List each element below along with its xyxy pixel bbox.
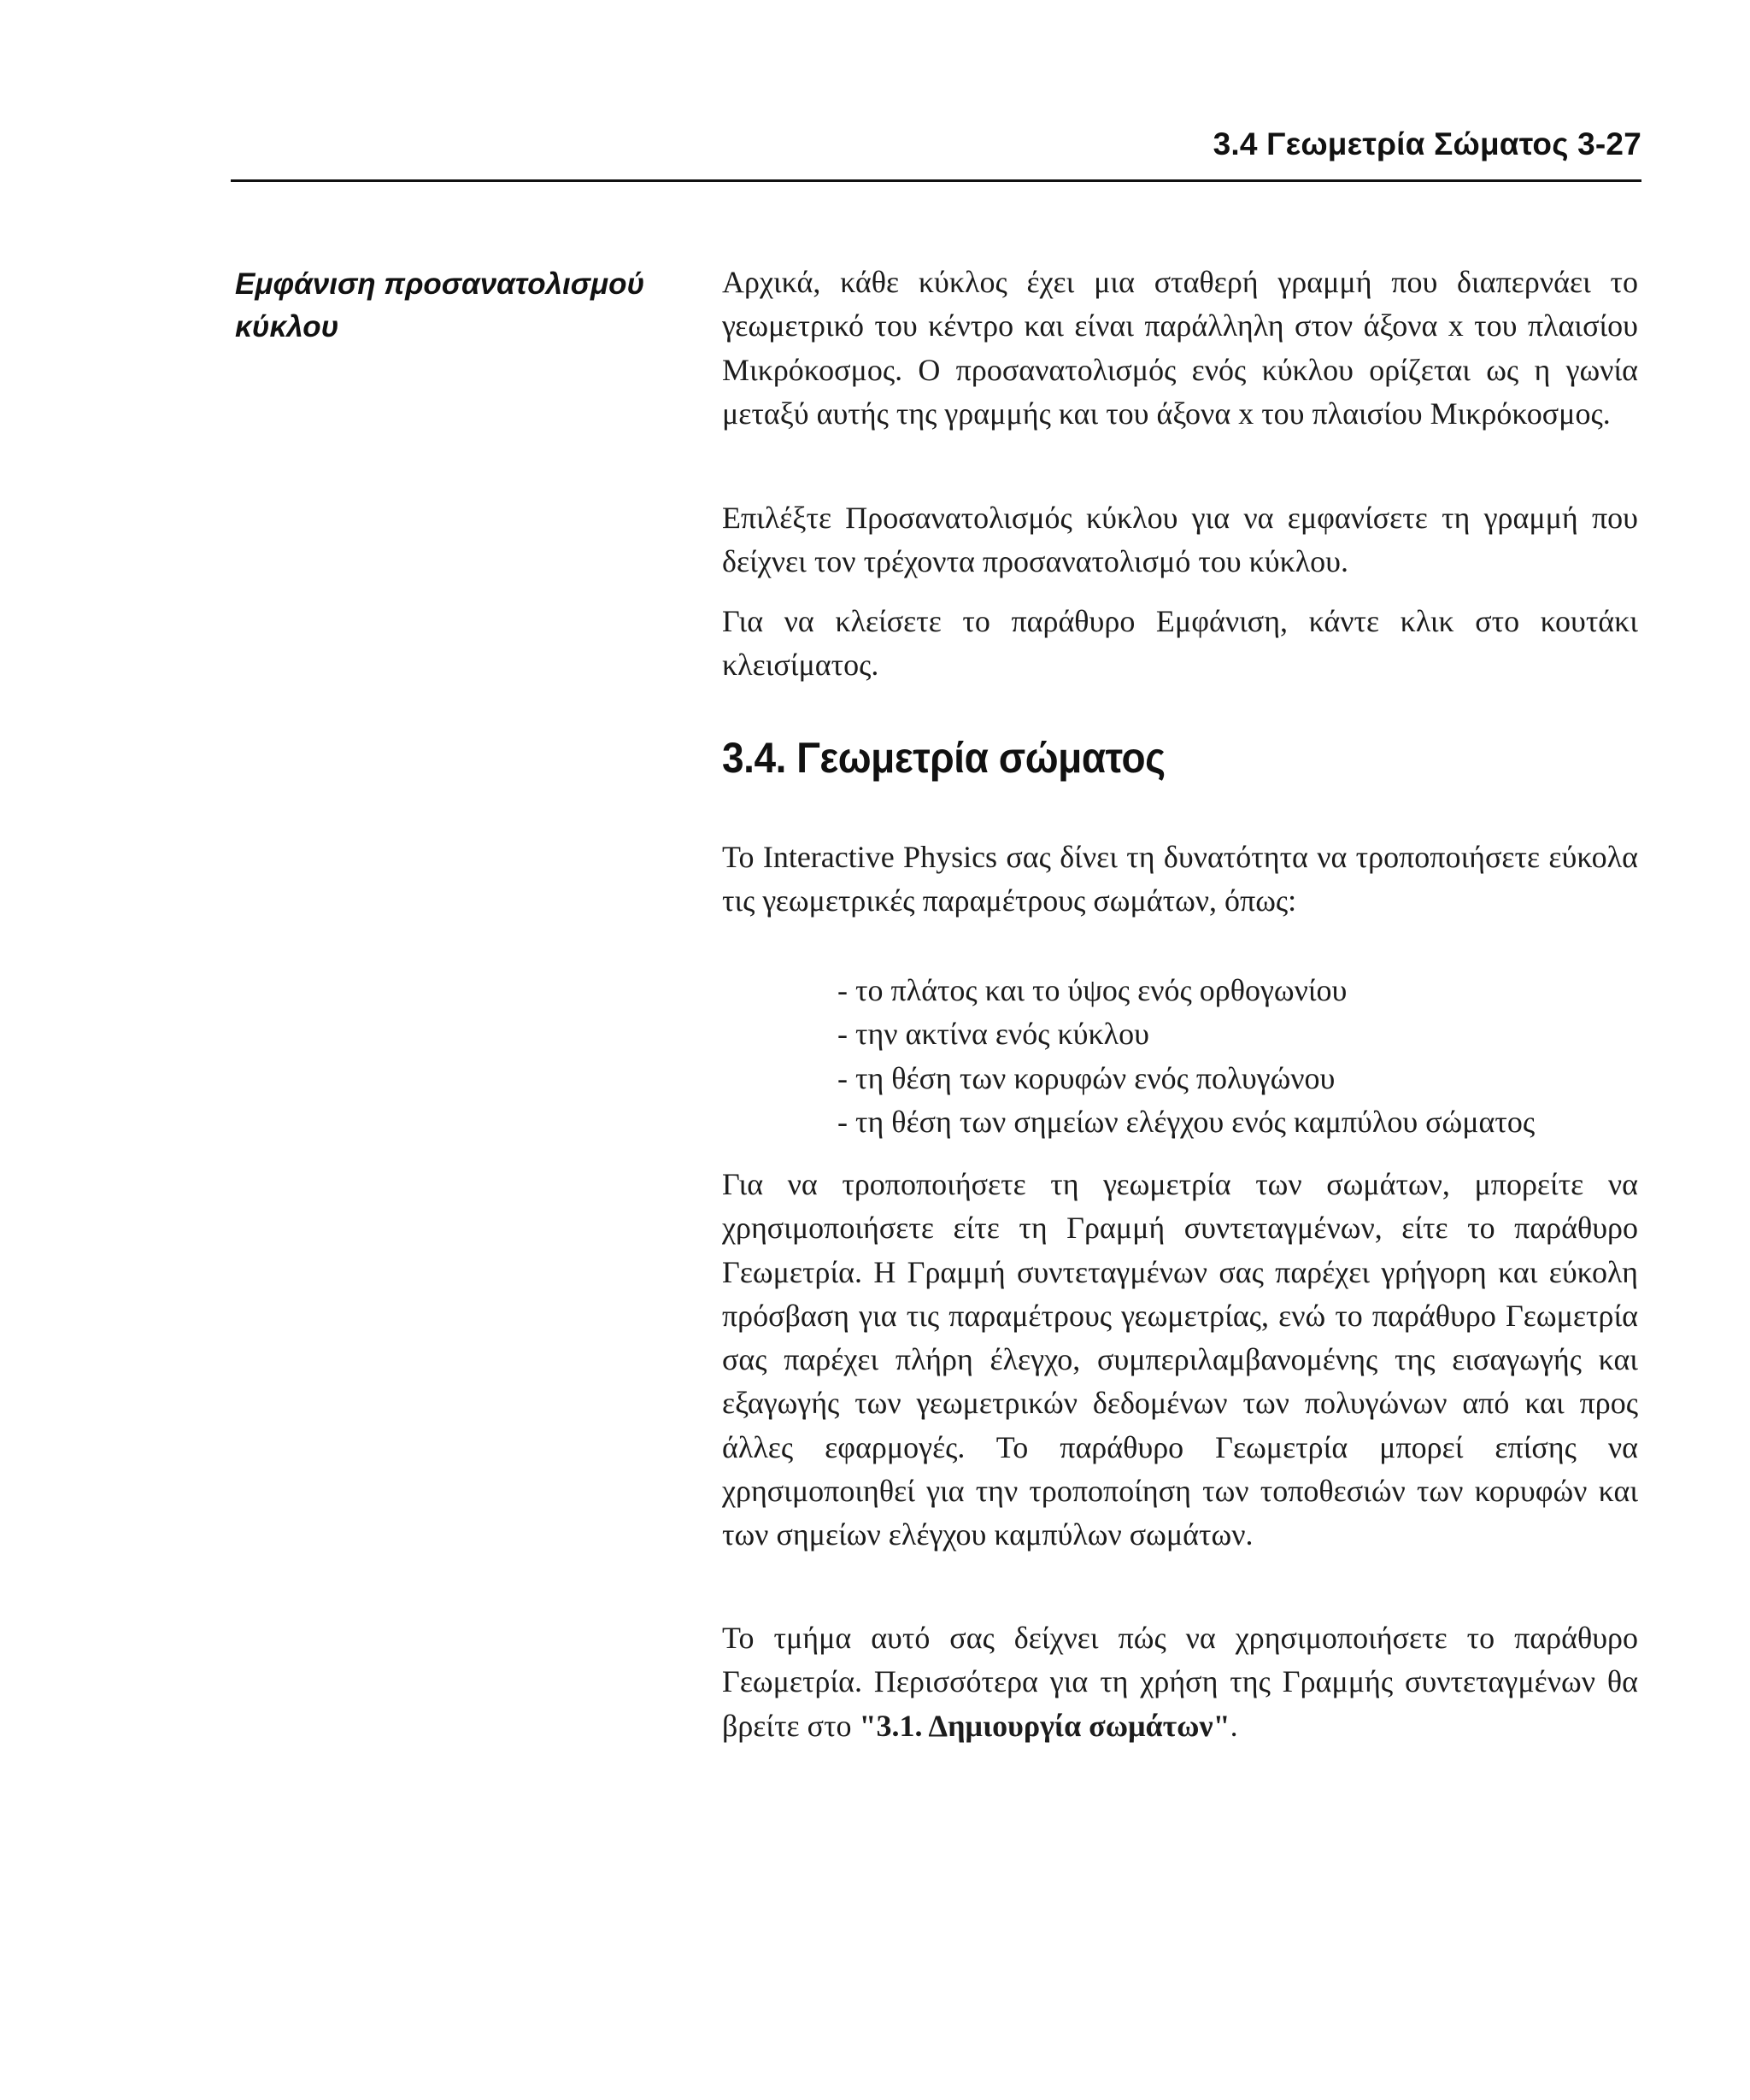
paragraph-modify-geometry: Για να τροποποιήσετε τη γεωμετρία των σωμάτων, μπορείτε να χρησιμοποιήσετε είτε τη Γραμμή συντεταγμένων, είτε το παράθυρο Γεωμετρία. Η Γραμμή συντεταγμένων σας παρέχει γρήγορη και εύκολη πρόσβαση για τις παραμέτρους γεωμετρίας, ενώ το παράθυρο Γεωμετρία σας παρέχει πλήρη έλεγχο, συμπεριλαμβανομένης της εισαγωγής και εξαγωγής των γεωμετρικών δεδομένων των πολυγώνων από και προς άλλες εφαρμογές. Το παράθυρο Γεωμετρία μπορεί επίσης να χρησιμοποιηθεί για την τροποποίηση των τοποθεσιών των κορυφών και των σημείων ελέγχου καμπύλων σωμάτων. — [722, 1167, 1638, 1552]
running-header: 3.4 Γεωμετρία Σώματος 3-27 — [1213, 126, 1641, 161]
paragraph-circle-orientation: Αρχικά, κάθε κύκλος έχει μια σταθερή γραμμή που διαπερνάει το γεωμετρικό του κέντρο και είναι παράλληλη στον άξονα x του πλαισίου Μικρόκοσμος. Ο προσανατολισμός ενός κύκλου ορίζεται ως η γωνία μεταξύ αυτής της γραμμής και του άξονα x του πλαισίου Μικρόκοσμος. — [722, 265, 1638, 431]
geometry-parameters-list — [837, 969, 1535, 1144]
list-item: - τη θέση των κορυφών ενός πολυγώνου — [837, 1060, 1336, 1095]
paragraph-text: Το τμήμα αυτό σας δείχνει πώς να χρησιμοποιήσετε το παράθυρο Γεωμετρία. Περισσότερα για τη χρήση της Γραμμής συντεταγμένων θα βρείτε στο — [722, 1621, 1638, 1743]
section-title: 3.4. Γεωμετρία σώματος — [722, 734, 1166, 782]
header-rule — [231, 179, 1641, 182]
sidebar-heading-line2: κύκλου — [235, 310, 339, 343]
sidebar-heading — [235, 263, 688, 349]
sidebar-heading-line1: Εμφάνιση προσανατολισμού — [235, 267, 645, 301]
list-item: - την ακτίνα ενός κύκλου — [837, 1017, 1149, 1052]
paragraph-close-window: Για να κλείσετε το παράθυρο Εμφάνιση, κάντε κλικ στο κουτάκι κλεισίματος. — [722, 604, 1638, 683]
list-item: - τη θέση των σημείων ελέγχου ενός καμπύλου σώματος — [837, 1104, 1536, 1139]
list-item: - το πλάτος και το ύψος ενός ορθογωνίου — [837, 973, 1348, 1007]
paragraph-select-orientation: Επιλέξτε Προσανατολισμός κύκλου για να εμφανίσετε τη γραμμή που δείχνει τον τρέχοντα προσανατολισμό του κύκλου. — [722, 501, 1638, 579]
paragraph-geometry-window — [722, 1616, 1638, 1748]
paragraph-end: . — [1230, 1708, 1238, 1743]
cross-reference: "3.1. Δημιουργία σωμάτων" — [859, 1708, 1230, 1743]
paragraph-intro-geometry: Το Interactive Physics σας δίνει τη δυνατότητα να τροποποιήσετε εύκολα τις γεωμετρικές παραμέτρους σωμάτων, όπως: — [722, 840, 1638, 918]
